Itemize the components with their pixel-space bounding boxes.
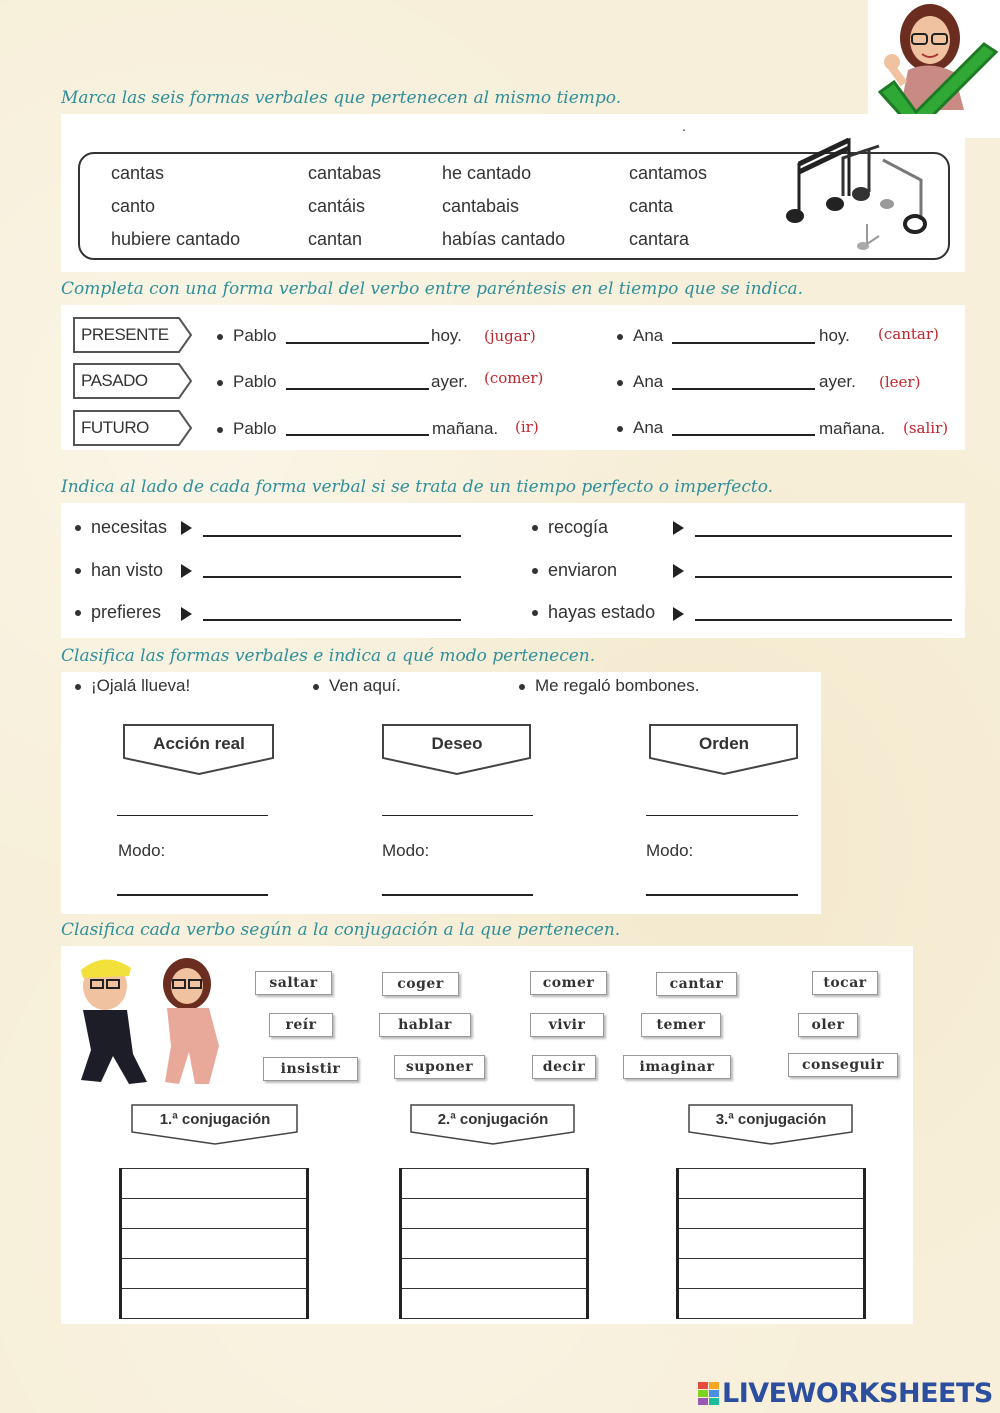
answer-line[interactable]	[672, 342, 815, 344]
adverb: mañana.	[819, 419, 886, 438]
word-cell[interactable]: cantan	[308, 229, 363, 249]
sentence-start: Pablo	[217, 372, 276, 392]
verb-hint: (jugar)	[484, 327, 536, 345]
conjugation-2-header	[410, 1104, 576, 1146]
answer-line[interactable]	[382, 815, 533, 816]
conjugation-label: 3.ª conjugación	[715, 1111, 827, 1128]
word-cell[interactable]: cantabas	[308, 163, 382, 183]
answer-line[interactable]	[203, 535, 461, 537]
category-label: Orden	[698, 734, 750, 753]
answer-line[interactable]	[286, 388, 429, 390]
adverb: hoy.	[431, 326, 462, 345]
instruction-4: Clasifica las formas verbales e indica a qué modo pertenecen.	[61, 646, 596, 666]
sentence: Ven aquí.	[313, 676, 401, 696]
verb-tag[interactable]: decir	[532, 1055, 596, 1079]
sentence: Me regaló bombones.	[519, 676, 699, 696]
answer-line[interactable]	[203, 576, 461, 578]
section-2-panel	[61, 305, 965, 450]
sentence-start: Ana	[617, 372, 663, 392]
adverb: hoy.	[819, 326, 850, 345]
modo-label: Modo:	[382, 841, 430, 860]
answer-line[interactable]	[646, 815, 798, 816]
conjugation-label: 1.ª conjugación	[159, 1111, 271, 1128]
section-3-panel	[61, 503, 965, 638]
verb-tag[interactable]: reír	[269, 1013, 333, 1037]
tense-text: FUTURO	[81, 418, 149, 437]
logo-blocks-icon	[698, 1382, 720, 1406]
verb-form: enviaron	[532, 560, 617, 581]
category-deseo	[382, 724, 532, 776]
sentence-start: Ana	[617, 418, 663, 438]
arrow-icon	[181, 564, 192, 578]
tense-text: PASADO	[81, 371, 148, 390]
verb-tag[interactable]: imaginar	[623, 1055, 731, 1079]
category-label: Deseo	[431, 734, 483, 753]
modo-label: Modo:	[646, 841, 694, 860]
verb-tag[interactable]: vivir	[530, 1013, 604, 1037]
verb-form: necesitas	[75, 517, 167, 538]
word-cell[interactable]: cantáis	[308, 196, 366, 216]
instruction-3: Indica al lado de cada forma verbal si se trata de un tiempo perfecto o imperfecto.	[61, 477, 774, 497]
verb-tag[interactable]: oler	[798, 1013, 858, 1037]
conjugation-1-header	[131, 1104, 299, 1146]
sentence-start: Ana	[617, 326, 663, 346]
verb-form: prefieres	[75, 602, 161, 623]
word-cell[interactable]: canta	[629, 196, 674, 216]
sentence-start: Pablo	[217, 419, 276, 439]
tense-label-presente	[73, 317, 193, 353]
answer-line[interactable]	[382, 894, 533, 896]
verb-hint: (leer)	[879, 373, 921, 391]
answer-line[interactable]	[672, 388, 815, 390]
adverb: mañana.	[432, 419, 499, 438]
answer-line[interactable]	[286, 342, 429, 344]
category-accion-real	[123, 724, 275, 776]
verb-tag[interactable]: comer	[530, 971, 607, 995]
instruction-2: Completa con una forma verbal del verbo entre paréntesis en el tiempo que se indica.	[61, 279, 804, 299]
adverb: ayer.	[819, 372, 856, 391]
conjugation-2-grid[interactable]	[399, 1168, 589, 1319]
verb-tag[interactable]: hablar	[379, 1013, 471, 1037]
answer-line[interactable]	[203, 619, 461, 621]
answer-line[interactable]	[286, 434, 429, 436]
word-cell[interactable]: cantamos	[629, 163, 708, 183]
adverb: ayer.	[431, 372, 468, 391]
characters-illustration	[69, 950, 229, 1090]
word-cell[interactable]: canto	[111, 196, 156, 216]
stray-dot: .	[682, 118, 686, 134]
music-notes-icon	[783, 124, 943, 254]
section-5-panel	[61, 946, 913, 1324]
verb-tag[interactable]: insistir	[263, 1057, 358, 1081]
section-4-panel	[61, 672, 821, 914]
category-orden	[649, 724, 799, 776]
arrow-icon	[181, 521, 192, 535]
answer-line[interactable]	[695, 576, 952, 578]
word-cell[interactable]: cantara	[629, 229, 690, 249]
conjugation-3-header	[688, 1104, 854, 1146]
answer-line[interactable]	[695, 619, 952, 621]
word-cell[interactable]: hubiere cantado	[111, 229, 241, 249]
sentence: ¡Ojalá llueva!	[75, 676, 190, 696]
verb-tag[interactable]: cantar	[656, 972, 737, 996]
verb-form: han visto	[75, 560, 163, 581]
verb-tag[interactable]: conseguir	[788, 1053, 898, 1077]
tense-text: PRESENTE	[81, 325, 169, 344]
tense-label-futuro	[73, 410, 193, 446]
answer-line[interactable]	[117, 894, 268, 896]
answer-line[interactable]	[695, 535, 952, 537]
instruction-1: Marca las seis formas verbales que pertenecen al mismo tiempo.	[61, 88, 622, 108]
verb-form: hayas estado	[532, 602, 655, 623]
answer-line[interactable]	[672, 434, 815, 436]
word-cell[interactable]: cantabais	[442, 196, 520, 216]
tense-label-pasado	[73, 363, 193, 399]
conjugation-3-grid[interactable]	[676, 1168, 866, 1319]
arrow-icon	[673, 564, 684, 578]
instruction-5: Clasifica cada verbo según a la conjugación a la que pertenecen.	[61, 920, 621, 940]
word-cell[interactable]: he cantado	[442, 163, 532, 183]
arrow-icon	[181, 607, 192, 621]
verb-tag[interactable]: suponer	[394, 1055, 485, 1079]
word-cell[interactable]: cantas	[111, 163, 165, 183]
brand-text: LIVEWORKSHEETS	[722, 1378, 993, 1409]
modo-label: Modo:	[118, 841, 166, 860]
arrow-icon	[673, 607, 684, 621]
arrow-icon	[673, 521, 684, 535]
verb-tag[interactable]: coger	[382, 972, 459, 996]
answer-line[interactable]	[646, 894, 798, 896]
verb-tag[interactable]: tocar	[812, 971, 878, 995]
verb-hint: (ir)	[515, 418, 539, 436]
conjugation-1-grid[interactable]	[119, 1168, 309, 1319]
verb-hint: (salir)	[903, 419, 949, 437]
verb-hint: (cantar)	[878, 325, 939, 343]
verb-tag[interactable]: temer	[641, 1013, 721, 1037]
verb-tag[interactable]: saltar	[255, 971, 332, 995]
category-label: Acción real	[153, 734, 245, 753]
sentence-start: Pablo	[217, 326, 276, 346]
answer-line[interactable]	[117, 815, 268, 816]
conjugation-label: 2.ª conjugación	[437, 1111, 549, 1128]
verb-hint: (comer)	[484, 369, 544, 387]
section-1-panel	[61, 114, 965, 272]
word-cell[interactable]: habías cantado	[442, 229, 566, 249]
verb-form: recogía	[532, 517, 608, 538]
